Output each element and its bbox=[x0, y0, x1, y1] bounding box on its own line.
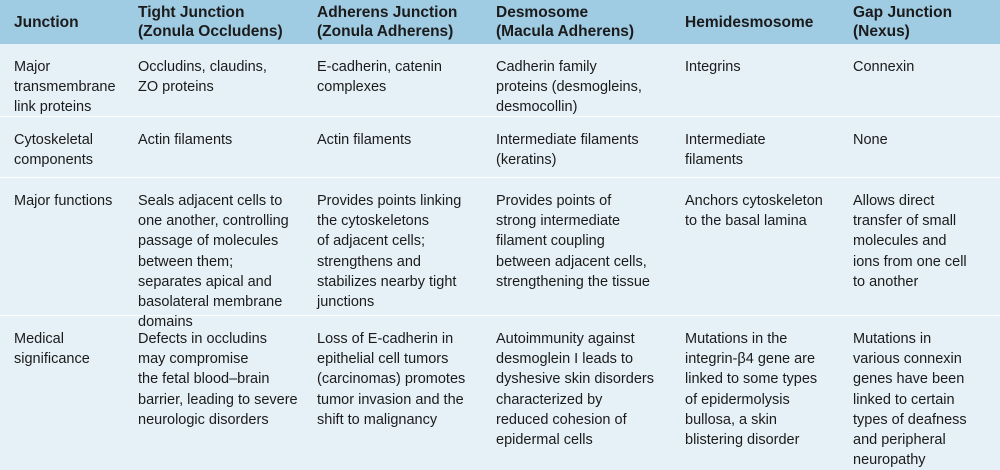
table-cell bbox=[317, 329, 465, 430]
header-line: Adherens Junction bbox=[317, 4, 458, 21]
cell-line: Autoimmunity against bbox=[496, 331, 635, 347]
cell-line: link proteins bbox=[14, 99, 92, 116]
cell-line: shift to malignancy bbox=[317, 411, 438, 428]
cell-line: Medical bbox=[14, 331, 64, 347]
cell-line: integrin-β4 gene are bbox=[685, 351, 816, 368]
header-adherens-junction bbox=[317, 0, 457, 44]
cell-line: transmembrane bbox=[14, 79, 116, 96]
cell-line: reduced cohesion of bbox=[496, 411, 627, 428]
cell-line: components bbox=[14, 152, 93, 169]
cell-line: filaments bbox=[685, 152, 744, 169]
row-label-cell bbox=[14, 130, 93, 170]
table-cell bbox=[138, 57, 267, 97]
cell-line: Actin filaments bbox=[138, 132, 233, 148]
cell-line: Mutations in bbox=[853, 331, 932, 347]
cell-line: Provides points of bbox=[496, 193, 612, 209]
cell-line: molecules and bbox=[853, 233, 947, 250]
cell-line: E-cadherin, catenin bbox=[317, 59, 442, 75]
cell-line: Connexin bbox=[853, 59, 915, 75]
cell-line: strengthening the tissue bbox=[496, 273, 650, 290]
cell-line: Major bbox=[14, 59, 51, 75]
cell-line: strengthens and bbox=[317, 253, 421, 270]
cell-line: epidermal cells bbox=[496, 432, 593, 449]
cell-line: neurologic disorders bbox=[138, 411, 269, 428]
cell-line: Major functions bbox=[14, 193, 113, 209]
cell-line: one another, controlling bbox=[138, 213, 289, 230]
cell-line: Allows direct bbox=[853, 193, 935, 209]
table-cell bbox=[685, 329, 817, 450]
table-cell bbox=[853, 130, 888, 150]
cell-line: to another bbox=[853, 273, 919, 290]
cell-line: to the basal lamina bbox=[685, 213, 807, 230]
cell-line: genes have been bbox=[853, 371, 965, 388]
header-line: (Nexus) bbox=[853, 23, 910, 40]
header-gap-junction bbox=[853, 0, 952, 44]
cell-line: Actin filaments bbox=[317, 132, 412, 148]
cell-line: passage of molecules bbox=[138, 233, 279, 250]
cell-line: strong intermediate bbox=[496, 213, 621, 230]
cell-line: blistering disorder bbox=[685, 432, 800, 449]
table-cell bbox=[317, 130, 411, 150]
cell-line: Seals adjacent cells to bbox=[138, 193, 283, 209]
cell-line: stabilizes nearby tight bbox=[317, 273, 457, 290]
cell-line: basolateral membrane bbox=[138, 294, 283, 311]
cell-line: the cytoskeletons bbox=[317, 213, 430, 230]
cell-line: desmoglein I leads to bbox=[496, 351, 634, 368]
table-cell bbox=[685, 130, 766, 170]
header-line: (Zonula Adherens) bbox=[317, 23, 454, 40]
header-line: (Zonula Occludens) bbox=[138, 23, 283, 40]
table-cell bbox=[685, 191, 823, 231]
table-cell bbox=[853, 57, 914, 77]
cell-line: significance bbox=[14, 351, 90, 368]
cell-line: bullosa, a skin bbox=[685, 411, 777, 428]
row-label-cell bbox=[14, 329, 90, 369]
cell-line: the fetal blood–brain bbox=[138, 371, 270, 388]
table-cell bbox=[685, 57, 741, 77]
row-divider bbox=[0, 177, 1000, 178]
cell-line: between them; bbox=[138, 253, 234, 270]
cell-line: of epidermolysis bbox=[685, 391, 790, 408]
cell-line: linked to certain bbox=[853, 391, 955, 408]
cell-line: Provides points linking bbox=[317, 193, 462, 209]
cell-line: (keratins) bbox=[496, 152, 557, 169]
cell-line: complexes bbox=[317, 79, 387, 96]
cell-line: barrier, leading to severe bbox=[138, 391, 298, 408]
cell-line: None bbox=[853, 132, 888, 148]
cell-line: neuropathy bbox=[853, 452, 926, 469]
cell-line: Intermediate filaments bbox=[496, 132, 639, 148]
cell-line: ZO proteins bbox=[138, 79, 214, 96]
cell-line: Defects in occludins bbox=[138, 331, 267, 347]
row-label-cell bbox=[14, 191, 112, 211]
cell-line: tumor invasion and the bbox=[317, 391, 464, 408]
cell-line: (carcinomas) promotes bbox=[317, 371, 466, 388]
header-line: Gap Junction bbox=[853, 4, 953, 21]
table-cell bbox=[853, 191, 967, 292]
cell-line: various connexin bbox=[853, 351, 962, 368]
cell-line: Intermediate bbox=[685, 132, 766, 148]
cell-line: Mutations in the bbox=[685, 331, 788, 347]
table-cell bbox=[853, 329, 967, 470]
cell-line: Occludins, claudins, bbox=[138, 59, 267, 75]
cell-line: and peripheral bbox=[853, 432, 946, 449]
table-cell bbox=[317, 57, 442, 97]
header-line: Hemidesmosome bbox=[685, 13, 814, 31]
table-cell bbox=[138, 329, 298, 430]
cell-line: epithelial cell tumors bbox=[317, 351, 449, 368]
table-cell bbox=[496, 130, 639, 170]
header-line: Tight Junction bbox=[138, 4, 245, 21]
cell-line: types of deafness bbox=[853, 411, 967, 428]
cell-line: linked to some types bbox=[685, 371, 818, 388]
cell-line: of adjacent cells; bbox=[317, 233, 426, 250]
cell-line: characterized by bbox=[496, 391, 603, 408]
cell-line: between adjacent cells, bbox=[496, 253, 647, 270]
table-cell bbox=[496, 329, 654, 450]
cell-line: Cytoskeletal bbox=[14, 132, 93, 148]
header-line: Desmosome bbox=[496, 4, 589, 21]
cell-line: filament coupling bbox=[496, 233, 605, 250]
table-cell bbox=[496, 57, 642, 118]
header-line: (Macula Adherens) bbox=[496, 23, 635, 40]
cell-line: desmocollin) bbox=[496, 99, 578, 116]
cell-line: dyshesive skin disorders bbox=[496, 371, 654, 388]
table-cell bbox=[138, 191, 289, 332]
cell-line: separates apical and bbox=[138, 273, 272, 290]
cell-line: ions from one cell bbox=[853, 253, 967, 270]
cell-line: domains bbox=[138, 314, 193, 331]
cell-line: transfer of small bbox=[853, 213, 957, 230]
header-hemidesmosome bbox=[685, 0, 813, 44]
cell-line: junctions bbox=[317, 294, 375, 311]
cell-line: Loss of E-cadherin in bbox=[317, 331, 454, 347]
header-line: Junction bbox=[14, 13, 79, 31]
table-cell bbox=[317, 191, 461, 312]
table-cell bbox=[496, 191, 650, 292]
cell-line: may compromise bbox=[138, 351, 249, 368]
header-junction bbox=[14, 0, 79, 44]
cell-line: Cadherin family bbox=[496, 59, 597, 75]
header-desmosome bbox=[496, 0, 634, 44]
table-cell bbox=[138, 130, 232, 150]
cell-line: Anchors cytoskeleton bbox=[685, 193, 823, 209]
cell-line: Integrins bbox=[685, 59, 741, 75]
cell-line: proteins (desmogleins, bbox=[496, 79, 642, 96]
header-tight-junction bbox=[138, 0, 283, 44]
row-label-cell bbox=[14, 57, 116, 118]
